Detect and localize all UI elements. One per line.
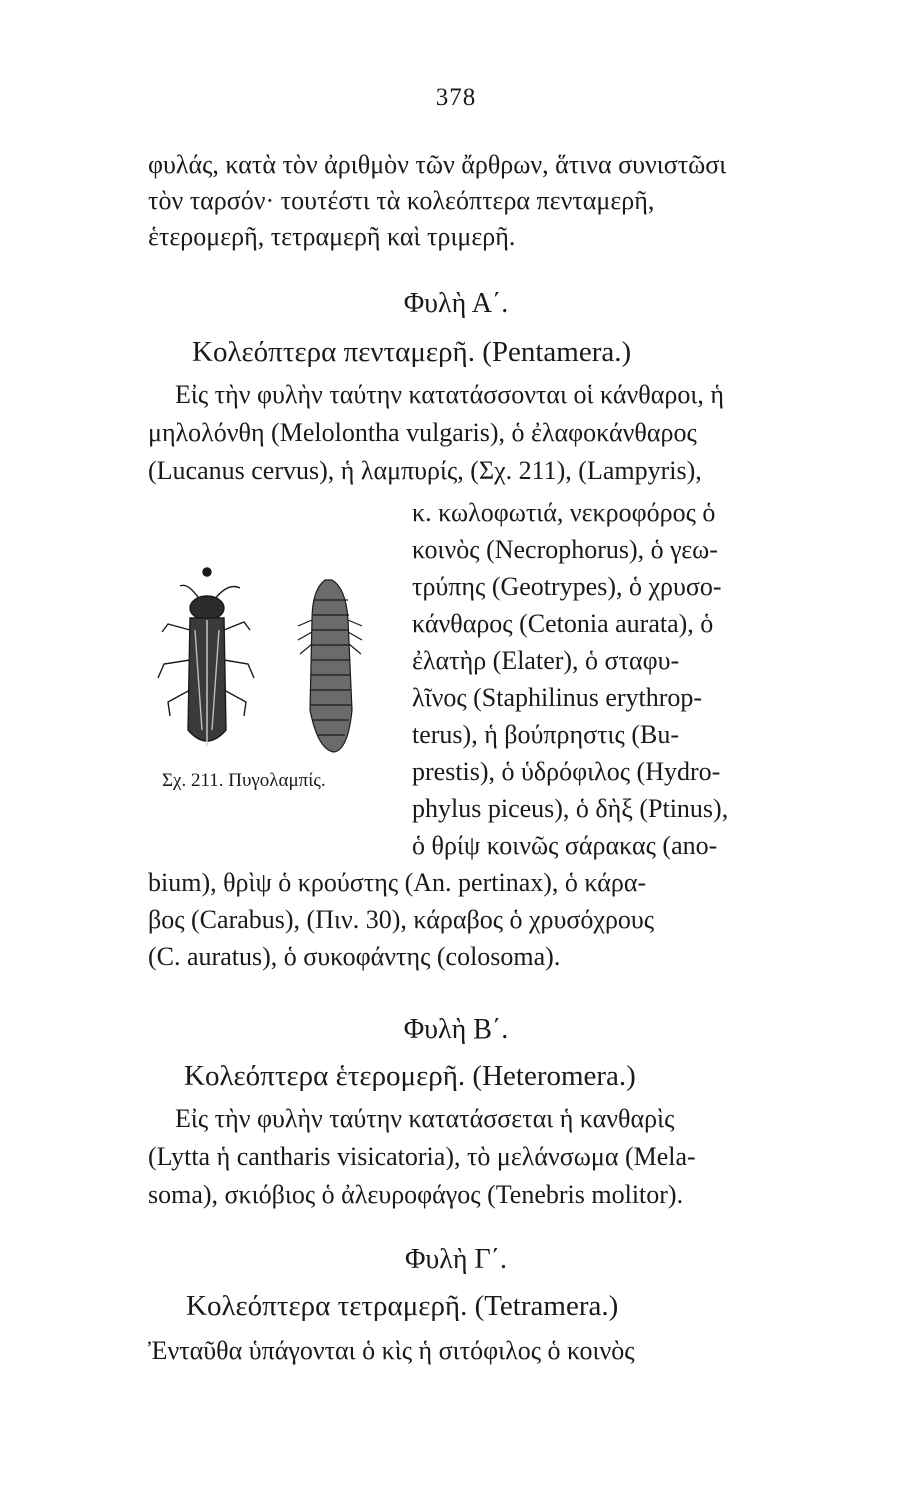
text-line: βος (Carabus), (Πιν. 30), κάραβος ὁ χρυσόχρους [148,905,655,934]
larva-drawing [298,580,362,752]
figure-caption: Σχ. 211. Πυγολαμπίς. [162,770,326,791]
text-line: terus), ἡ βούπρηστις (Bu- [412,720,680,749]
text-line: ὁ θρίψ κοινῶς σάρακας (ano- [412,831,718,860]
section-b-title: Φυλὴ Β΄. [403,1014,509,1045]
text-line: κοινὸς (Necrophorus), ὁ γεω- [412,535,718,564]
text-line: τὸν ταρσόν· τουτέστι τὰ κολεόπτερα πενταμερῆ, [148,186,655,215]
section-a-title: Φυλὴ Α΄. [403,288,509,319]
text-line: μηλολόνθη (Melolontha vulgaris), ὁ ἐλαφοκάνθαρος [148,418,697,447]
text-line: phylus piceus), ὁ δὴξ (Ptinus), [412,794,729,823]
text-line: ἑτερομερῆ, τετραμερῆ καὶ τριμερῆ. [148,222,516,251]
text-line: (Lytta ἡ cantharis visicatoria), τὸ μελάνσωμα (Mela- [148,1142,696,1171]
text-line: λῖνος (Staphilinus erythrop- [412,683,703,712]
text-line: ἐλατὴρ (Elater), ὁ σταφυ- [412,646,680,675]
text-line: φυλάς, κατὰ τὸν ἀριθμὸν τῶν ἄρθρων, ἅτινα συνιστῶσι [148,150,727,179]
section-b-subtitle: Κολεόπτερα ἑτερομερῆ. (Heteromera.) [184,1060,636,1092]
text-line: τρύπης (Geotrypes), ὁ χρυσο- [412,572,722,601]
text-line: Εἰς τὴν φυλὴν ταύτην κατατάσσεται ἡ κανθαρὶς [175,1104,675,1133]
section-c-subtitle: Κολεόπτερα τετραμερῆ. (Tetramera.) [186,1290,619,1322]
text-line: (C. auratus), ὁ συκοφάντης (colosoma). [148,942,561,971]
text-line: bium), θρὶψ ὁ κρούστης (An. pertinax), ὁ κάρα- [148,868,647,897]
beetle-illustration [140,560,400,770]
text-line: soma), σκιόβιος ὁ ἀλευροφάγος (Tenebris molitor). [148,1180,684,1209]
text-line: κ. κωλοφωτιά, νεκροφόρος ὁ [412,498,716,527]
page-number: 378 [435,84,477,111]
text-line: Ἐνταῦθα ὑπάγονται ὁ κὶς ἡ σιτόφιλος ὁ κοινὸς [148,1336,635,1365]
text-line: Εἰς τὴν φυλὴν ταύτην κατατάσσονται οἱ κάνθαροι, ἡ [175,380,724,409]
section-a-subtitle: Κολεόπτερα πενταμερῆ. (Pentamera.) [192,336,632,368]
adult-beetle-drawing [158,568,254,746]
text-line: prestis), ὁ ὑδρόφιλος (Hydro- [412,757,721,786]
section-c-title: Φυλὴ Γ΄. [404,1244,508,1275]
text-line: (Lucanus cervus), ἡ λαμπυρίς, (Σχ. 211), (Lampyris), [148,456,702,485]
text-line: κάνθαρος (Cetonia aurata), ὁ [412,609,714,638]
